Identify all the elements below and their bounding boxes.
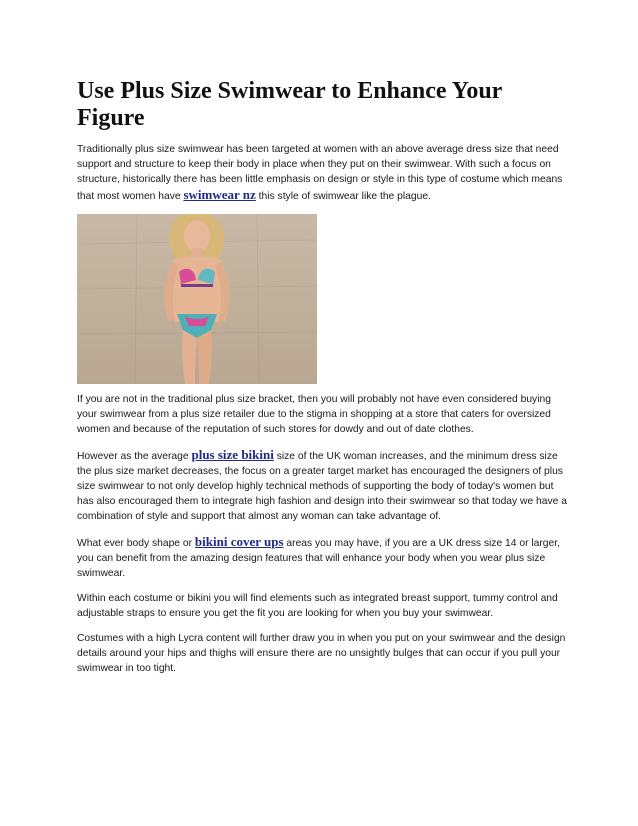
swimwear-nz-link[interactable]: swimwear nz [183,187,256,202]
paragraph-body-shape [77,534,567,581]
document-content [77,78,567,686]
paragraph-average-before: However as the average [77,451,192,462]
model-illustration [77,214,317,384]
paragraph-features: Within each costume or bikini you will find elements such as integrated breast support, tummy control and adjustable straps to ensure you get the fit you are looking for when you buy your swimwear. [77,593,558,619]
paragraph-body-shape-before: What ever body shape or [77,538,195,549]
paragraph-lycra: Costumes with a high Lycra content will further draw you in when you put on your swimwear and the design details around your hips and thighs will ensure there are no unsightly bulges that can occur if you pull your swimwear in too tight. [77,633,566,674]
page-title: Use Plus Size Swimwear to Enhance Your Figure [77,78,502,131]
paragraph-intro [77,142,567,204]
paragraph-body-shape-after: areas you may have, if you are a UK dress size 14 or larger, you can benefit from the amazing design features that will enhance your body when you wear plus size swimwear. [77,538,560,579]
paragraph-intro-text: Traditionally plus size swimwear has been targeted at women with an above average dress size that need support and structure to keep their body in place when they put on their swimwear. With such a focus on structure, historically there has been little emphasis on design or style in this type of costume which means that most women have [77,144,563,202]
paragraph-bracket: If you are not in the traditional plus size bracket, then you will probably not have even considered buying your swimwear from a plus size retailer due to the stigma in shopping at a store that caters for oversized women and because of the reputation of such stores for dowdy and out of date clothes. [77,394,551,435]
swimwear-model-photo [77,214,317,384]
bikini-cover-ups-link[interactable]: bikini cover ups [194,534,284,549]
paragraph-average [77,447,567,524]
paragraph-average-after: size of the UK woman increases, and the minimum dress size the plus size market decreases, the focus on a greater target market has encouraged the designers of plus size swimwear to not only develop highly technical methods of supporting the body of today's women but has also encouraged them to integrate high fashion and design into their swimwear so that today we have a combination of style and support that almost any woman can take advantage of. [77,451,567,522]
paragraph-intro-after: this style of swimwear like the plague. [255,191,431,202]
plus-size-bikini-link[interactable]: plus size bikini [191,447,274,462]
